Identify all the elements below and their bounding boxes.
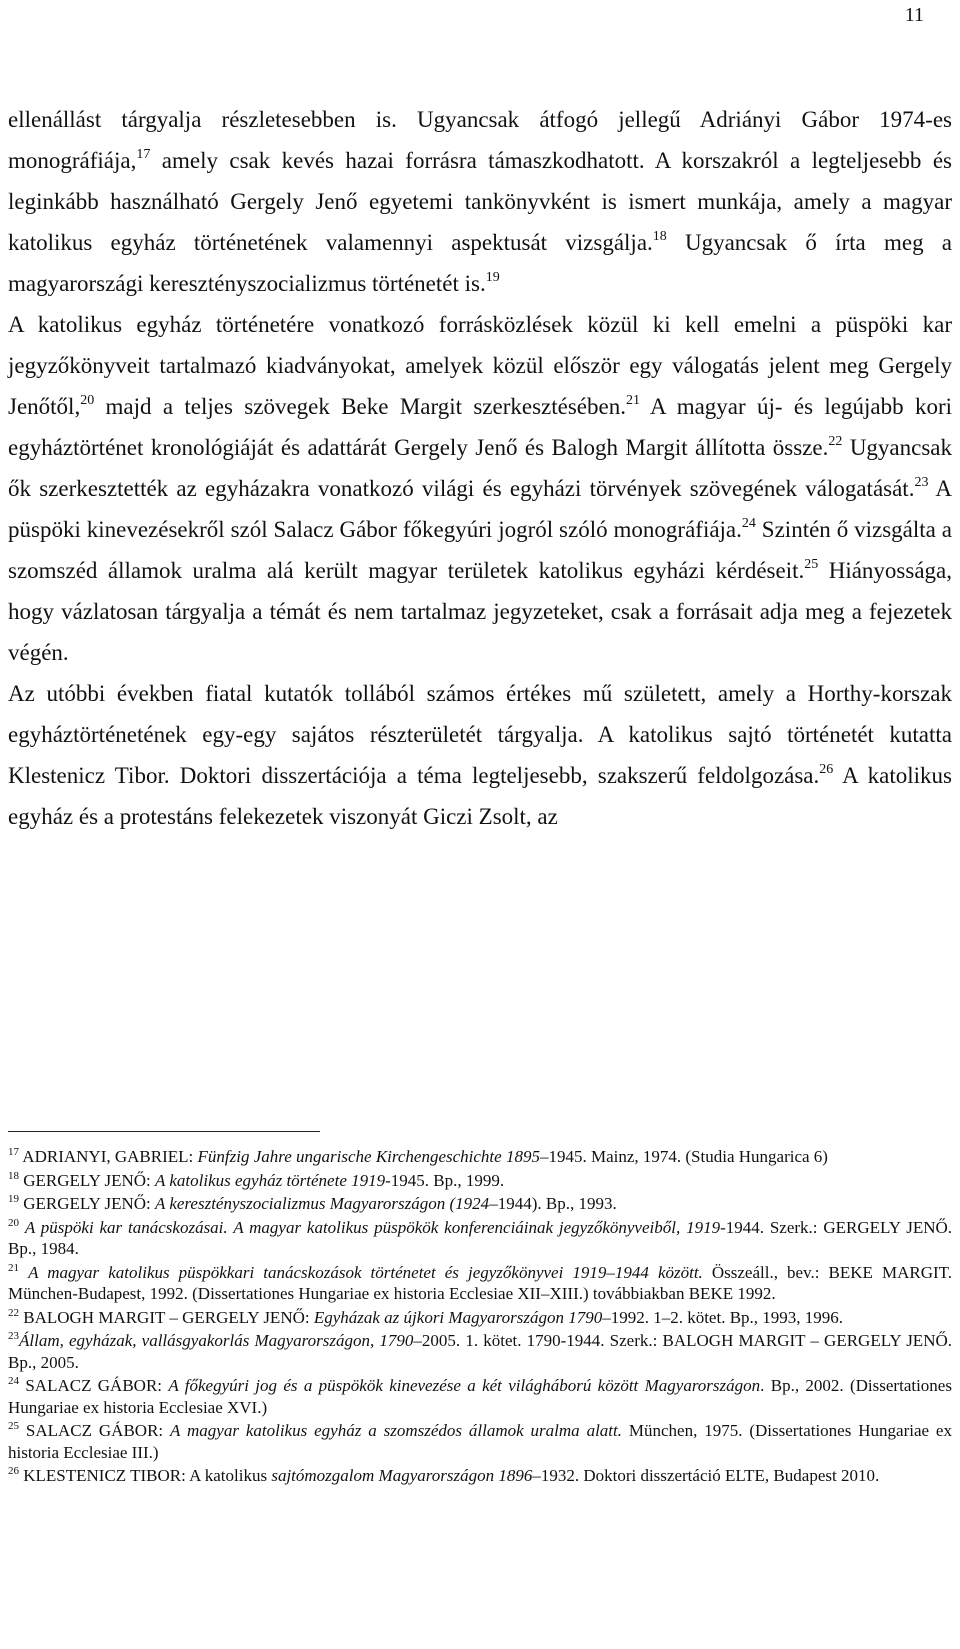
- text-run: Szintén ő vizsgálta a szomszéd államok uralma alá került magyar területek katolikus egyházi kérdéseit.: [8, 517, 952, 583]
- italic-text: A főkegyúri jog és a püspökök kinevezése a két világháború között Magyarországon: [168, 1376, 761, 1395]
- text-run: SALACZ GÁBOR:: [19, 1421, 171, 1440]
- footnote-ref: 20: [8, 1216, 19, 1229]
- italic-text: A keresztényszocializmus Magyarországon (1924: [155, 1194, 490, 1213]
- italic-text: A magyar katolikus egyház a szomszédos államok uralma alatt.: [170, 1421, 622, 1440]
- text-run: Az utóbbi években fiatal kutatók tollából számos értékes mű született, amely a Horthy-korszak egyháztörténetének egy-egy sajátos részterületét tárgyalja. A katolikus sajtó történetét kutatta Klestenicz Tibor. Doktori disszertációja a téma legteljesebb, szakszerű feldolgozása.: [8, 681, 952, 788]
- footnote-ref: 26: [8, 1465, 19, 1477]
- footnote: [8, 1262, 952, 1305]
- footnote: [8, 1146, 952, 1168]
- text-run: Ugyancsak ő írta meg a magyarországi keresztényszocializmus történetét is.: [8, 230, 952, 296]
- footnote: [8, 1170, 952, 1192]
- italic-text: A katolikus egyház története 1919: [155, 1170, 386, 1190]
- text-run: A püspöki kinevezésekről szól Salacz Gábor főkegyúri jogról szóló monográfiája.: [8, 476, 952, 542]
- footnote: [8, 1217, 952, 1260]
- italic-text: A püspöki kar tanácskozásai. A magyar katolikus püspökök konferenciáinak jegyzőkönyveiből, 1919: [24, 1217, 721, 1237]
- text-run: KLESTENICZ TIBOR: A katolikus: [19, 1466, 272, 1485]
- footnote-ref: 24: [8, 1375, 19, 1387]
- text-run: BALOGH MARGIT – GERGELY JENŐ:: [19, 1307, 314, 1327]
- text-run: majd a teljes szövegek Beke Margit szerkesztésében.: [94, 394, 626, 419]
- italic-text: Egyházak az újkori Magyarországon 1790: [313, 1307, 603, 1327]
- footnote-ref: 25: [8, 1420, 19, 1432]
- footnote-ref: 18: [652, 229, 667, 244]
- text-run: ADRIANYI, GABRIEL:: [19, 1147, 198, 1166]
- text-run: –1945. Mainz, 1974. (Studia Hungarica 6): [539, 1147, 828, 1166]
- footnote-ref: 20: [80, 393, 95, 408]
- footnote-ref: 22: [828, 434, 843, 449]
- paragraph: [8, 673, 952, 837]
- text-run: –1944). Bp., 1993.: [489, 1194, 617, 1213]
- text-run: –2005. 1. kötet. 1790-1944. Szerk.: BALOGH MARGIT – GERGELY JENŐ. Bp., 2005.: [8, 1331, 952, 1372]
- footnote-separator: [8, 1131, 320, 1132]
- footnote: [8, 1375, 952, 1418]
- text-run: –1992. 1–2. kötet. Bp., 1993, 1996.: [602, 1307, 844, 1327]
- text-run: A katolikus egyház történetére vonatkozó forrásközlések közül ki kell emelni a püspöki kar jegyzőkönyveit tartalmazó kiadványokat, amelyek közül először egy válogatás jelent meg Gergely Jenőtől,: [8, 312, 952, 419]
- footnote-ref: 19: [485, 270, 500, 285]
- footnote-ref: 23: [914, 475, 929, 490]
- italic-text: sajtómozgalom Magyarországon 1896: [271, 1466, 533, 1485]
- text-run: GERGELY JENŐ:: [19, 1170, 156, 1190]
- footnote-ref: 21: [625, 393, 640, 408]
- text-run: SALACZ GÁBOR:: [19, 1376, 169, 1395]
- footnote-ref: 22: [8, 1306, 19, 1319]
- text-run: -1944. Szerk.: GERGELY JENŐ. Bp., 1984.: [8, 1217, 953, 1258]
- text-run: –1932. Doktori disszertáció ELTE, Budapest 2010.: [532, 1466, 880, 1485]
- italic-text: A magyar katolikus püspökkari tanácskozások történetet és jegyzőkönyvei 1919–1944 között.: [28, 1262, 703, 1282]
- footnote-ref: 24: [741, 516, 756, 531]
- footnote: [8, 1330, 952, 1373]
- paragraph: [8, 304, 952, 673]
- text-run: Hiányossága, hogy vázlatosan tárgyalja a témát és nem tartalmaz jegyzeteket, csak a forrásait adja meg a fejezetek végén.: [8, 558, 952, 665]
- page-number: 11: [904, 4, 924, 26]
- footnote-ref: 23: [8, 1330, 19, 1342]
- footnote-ref: 21: [8, 1261, 19, 1274]
- footnote: [8, 1465, 952, 1487]
- text-run: A katolikus egyház és a protestáns felekezetek viszonyát Giczi Zsolt, az: [8, 763, 952, 829]
- footnote-ref: 25: [804, 557, 819, 572]
- text-run: Összeáll., bev.: BEKE MARGIT. München-Budapest, 1992. (Dissertationes Hungariae ex historia Ecclesiae XII–XIII.) továbbiakban BEKE 1992.: [8, 1262, 953, 1303]
- paragraph: [8, 99, 952, 304]
- text-run: ellenállást tárgyalja részletesebben is. Ugyancsak átfogó jellegű Adriányi Gábor 1974-es monográfiája,: [8, 107, 952, 173]
- body-text: [8, 99, 952, 837]
- footnote-ref: 17: [136, 147, 151, 162]
- text-run: GERGELY JENŐ:: [19, 1194, 156, 1213]
- text-run: [19, 1263, 28, 1282]
- text-run: amely csak kevés hazai forrásra támaszkodhatott. A korszakról a legteljesebb és leginkább használható Gergely Jenő egyetemi tankönyvként is ismert munkája, amely a magyar katolikus egyház történetének valamennyi aspektusát vizsgálja.: [8, 148, 952, 255]
- text-run: A magyar új- és legújabb kori egyháztörténet kronológiáját és adattárát Gergely Jenő és Balogh Margit állította össze.: [8, 394, 952, 460]
- italic-text: Fünfzig Jahre ungarische Kirchengeschichte 1895: [197, 1147, 540, 1166]
- footnote-ref: 18: [8, 1169, 19, 1182]
- footnote-ref: 26: [819, 762, 834, 777]
- text-run: -1945. Bp., 1999.: [385, 1170, 505, 1190]
- footnote-ref: 19: [8, 1193, 19, 1205]
- footnotes: [8, 1146, 952, 1489]
- text-run: . Bp., 2002. (Dissertationes Hungariae ex historia Ecclesiae XVI.): [8, 1376, 952, 1417]
- footnote: [8, 1193, 952, 1215]
- footnote: [8, 1307, 952, 1329]
- text-run: Ugyancsak ők szerkesztették az egyházakra vonatkozó világi és egyházi törvények szövegének válogatását.: [8, 435, 953, 501]
- italic-text: Állam, egyházak, vallásgyakorlás Magyarországon, 1790: [19, 1331, 414, 1350]
- footnote: [8, 1420, 952, 1463]
- footnote-ref: 17: [8, 1146, 19, 1158]
- text-run: München, 1975. (Dissertationes Hungariae ex historia Ecclesiae III.): [8, 1421, 952, 1462]
